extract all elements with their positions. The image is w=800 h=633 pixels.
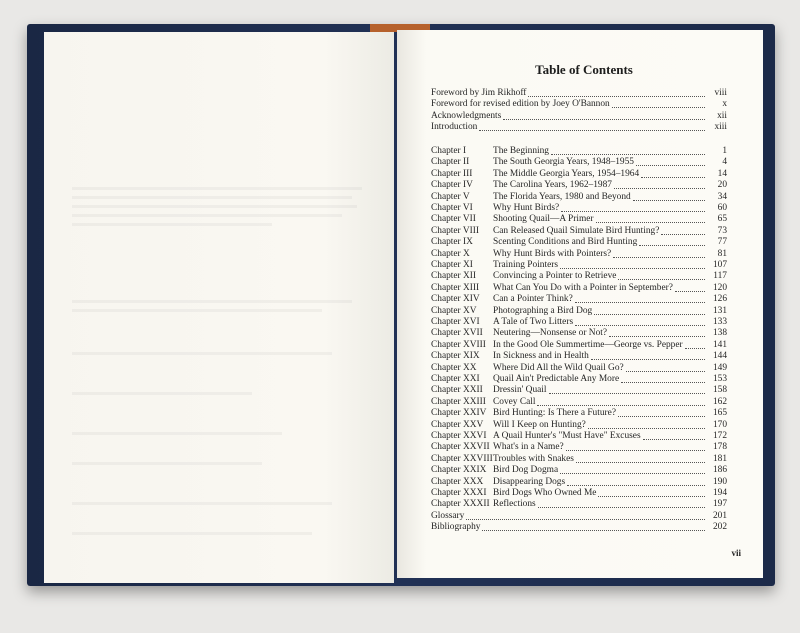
- entry-title: Why Hunt Birds with Pointers?: [493, 248, 612, 259]
- entry-page-number: 133: [712, 317, 727, 327]
- toc-chapter-entry: [431, 397, 727, 408]
- entry-title: The Beginning: [493, 146, 549, 156]
- toc-chapter-entry: [431, 328, 727, 339]
- chapter-number: Chapter XXIV: [431, 408, 487, 419]
- toc-chapter-entry: [431, 214, 727, 225]
- toc-chapter-entry: [431, 385, 727, 396]
- chapter-number: Chapter XXXI: [431, 488, 487, 498]
- entry-title: Acknowledgments: [431, 110, 502, 121]
- entry-page-number: 162: [712, 396, 727, 407]
- right-page: [397, 30, 763, 578]
- dot-leader: [621, 382, 705, 383]
- chapter-number: Chapter VIII: [431, 225, 479, 236]
- toc-chapter-entry: [431, 351, 727, 362]
- entry-page-number: 107: [712, 260, 727, 270]
- entry-title: Glossary: [431, 510, 465, 521]
- chapter-number: Chapter XVII: [431, 328, 483, 339]
- dot-leader: [591, 359, 705, 360]
- entry-page-number: 65: [717, 214, 727, 225]
- entry-title: Reflections: [493, 499, 536, 510]
- toc-chapter-entry: [431, 454, 727, 465]
- toc-chapter-entry: [431, 340, 727, 351]
- chapter-number: Chapter X: [431, 248, 470, 259]
- chapter-number: Chapter XXXII: [431, 499, 490, 510]
- entry-title: Introduction: [431, 122, 478, 133]
- left-page: [44, 32, 394, 583]
- dot-leader: [537, 405, 705, 406]
- toc-chapter-entry: [431, 192, 727, 203]
- page-folio: vii: [731, 548, 741, 558]
- chapter-number: Chapter XV: [431, 305, 477, 316]
- entry-page-number: 141: [712, 339, 727, 350]
- toc-entry: [431, 99, 727, 110]
- chapter-number: Chapter II: [431, 157, 470, 168]
- toc-chapter-entry: [431, 294, 727, 305]
- entry-title: In Sickness and in Health: [493, 351, 589, 362]
- entry-page-number: x: [722, 99, 727, 110]
- entry-page-number: 197: [712, 499, 727, 510]
- dot-leader: [675, 291, 705, 292]
- chapter-number: Chapter IX: [431, 237, 473, 248]
- chapter-number: Chapter XVIII: [431, 339, 486, 350]
- show-through-line: [72, 300, 352, 303]
- entry-title: The Carolina Years, 1962–1987: [493, 180, 612, 191]
- toc-chapter-entry: [431, 169, 727, 180]
- dot-leader: [609, 336, 705, 337]
- toc-chapter-entry: [431, 465, 727, 476]
- entry-page-number: 138: [712, 328, 727, 339]
- chapter-number: Chapter XXVIII: [431, 453, 493, 464]
- dot-leader: [618, 279, 705, 280]
- chapter-number: Chapter III: [431, 168, 473, 179]
- dot-leader: [633, 200, 705, 201]
- entry-page-number: xiii: [714, 122, 727, 133]
- chapter-number: Chapter XXI: [431, 374, 480, 384]
- entry-page-number: 126: [712, 294, 727, 305]
- chapter-number: Chapter XXIX: [431, 465, 487, 476]
- toc-entry: [431, 522, 727, 533]
- entry-page-number: 190: [712, 476, 727, 487]
- toc-chapter-entry: [431, 146, 727, 157]
- entry-title: Covey Call: [493, 396, 536, 407]
- entry-title: Bird Hunting: Is There a Future?: [493, 408, 616, 419]
- dot-leader: [594, 314, 705, 315]
- entry-page-number: 4: [722, 157, 727, 168]
- dot-leader: [641, 177, 705, 178]
- entry-page-number: 1: [722, 146, 727, 156]
- dot-leader: [566, 450, 705, 451]
- dot-leader: [598, 496, 705, 497]
- entry-page-number: 202: [712, 522, 727, 533]
- chapter-number: Chapter XII: [431, 271, 477, 282]
- entry-page-number: 194: [712, 488, 727, 498]
- toc-chapter-entry: [431, 226, 727, 237]
- entry-title: The South Georgia Years, 1948–1955: [493, 157, 634, 168]
- entry-page-number: 81: [717, 248, 727, 259]
- show-through-line: [72, 196, 352, 199]
- dot-leader: [576, 462, 705, 463]
- entry-title: Bird Dog Dogma: [493, 465, 559, 476]
- show-through-line: [72, 532, 312, 535]
- show-through-line: [72, 352, 332, 355]
- entry-title: Quail Ain't Predictable Any More: [493, 374, 620, 384]
- chapter-number: Chapter VII: [431, 214, 476, 225]
- entry-title: A Quail Hunter's "Must Have" Excuses: [493, 431, 641, 441]
- entry-title: Photographing a Bird Dog: [493, 305, 593, 316]
- entry-title: Convincing a Pointer to Retrieve: [493, 271, 617, 282]
- entry-page-number: 20: [717, 180, 727, 191]
- chapter-number: Chapter XXII: [431, 385, 483, 396]
- dot-leader: [588, 428, 705, 429]
- chapter-number: Chapter XXV: [431, 419, 484, 430]
- entry-page-number: 153: [712, 374, 727, 384]
- toc-chapter-entry: [431, 260, 727, 271]
- chapter-number: Chapter VI: [431, 203, 473, 213]
- dot-leader: [643, 439, 705, 440]
- entry-title: Where Did All the Wild Quail Go?: [493, 362, 624, 373]
- show-through-line: [72, 502, 332, 505]
- show-through-line: [72, 187, 362, 190]
- chapter-number: Chapter I: [431, 146, 467, 156]
- toc-chapter-entry: [431, 249, 727, 260]
- entry-title: Shooting Quail—A Primer: [493, 214, 594, 225]
- entry-page-number: 178: [712, 442, 727, 453]
- dot-leader: [575, 302, 705, 303]
- entry-title: Foreword by Jim Rikhoff: [431, 88, 527, 98]
- dot-leader: [636, 165, 705, 166]
- dot-leader: [551, 154, 705, 155]
- toc-chapter-entry: [431, 203, 727, 214]
- entry-page-number: 60: [717, 203, 727, 213]
- dot-leader: [528, 96, 705, 97]
- chapter-number: Chapter XIV: [431, 294, 480, 305]
- entry-page-number: 149: [712, 362, 727, 373]
- entry-title: In the Good Ole Summertime—George vs. Pepper: [493, 339, 683, 350]
- entry-page-number: 73: [717, 225, 727, 236]
- toc-chapter-entry: [431, 431, 727, 442]
- entry-page-number: 34: [717, 191, 727, 202]
- toc-chapter-entry: [431, 420, 727, 431]
- show-through-line: [72, 205, 357, 208]
- chapter-number: Chapter XIII: [431, 282, 480, 293]
- dot-leader: [614, 188, 705, 189]
- dot-leader: [560, 473, 705, 474]
- show-through-line: [72, 223, 272, 226]
- chapter-number: Chapter V: [431, 191, 470, 202]
- dot-leader: [567, 485, 705, 486]
- entry-title: Scenting Conditions and Bird Hunting: [493, 237, 638, 248]
- entry-title: Why Hunt Birds?: [493, 203, 560, 213]
- dot-leader: [549, 393, 705, 394]
- entry-title: What Can You Do with a Pointer in September?: [493, 282, 673, 293]
- dot-leader: [482, 530, 705, 531]
- toc-chapter-entry: [431, 283, 727, 294]
- entry-page-number: 131: [712, 305, 727, 316]
- toc-chapter-entry: [431, 271, 727, 282]
- toc-entry: [431, 511, 727, 522]
- toc-chapter-entry: [431, 317, 727, 328]
- dot-leader: [538, 507, 705, 508]
- entry-title: Bibliography: [431, 522, 481, 533]
- entry-title: The Florida Years, 1980 and Beyond: [493, 191, 631, 202]
- dot-leader: [639, 245, 705, 246]
- toc-chapter-entry: [431, 442, 727, 453]
- toc-entry: [431, 88, 727, 99]
- toc-chapter-entry: [431, 488, 727, 499]
- toc-chapter-entry: [431, 477, 727, 488]
- chapter-number: Chapter IV: [431, 180, 473, 191]
- entry-page-number: 120: [712, 282, 727, 293]
- show-through-line: [72, 214, 342, 217]
- entry-title: Neutering—Nonsense or Not?: [493, 328, 608, 339]
- show-through-line: [72, 392, 252, 395]
- entry-title: Training Pointers: [493, 260, 559, 270]
- toc-title: Table of Contents: [535, 62, 633, 77]
- toc-chapter-entry: [431, 363, 727, 374]
- entry-page-number: 117: [713, 271, 727, 282]
- entry-page-number: 77: [717, 237, 727, 248]
- toc-chapter-entry: [431, 374, 727, 385]
- toc-chapter-entry: [431, 180, 727, 191]
- toc-chapter-entry: [431, 499, 727, 510]
- entry-page-number: xii: [717, 110, 727, 121]
- dot-leader: [560, 268, 705, 269]
- chapter-number: Chapter XXX: [431, 476, 484, 487]
- dot-leader: [466, 519, 705, 520]
- dot-leader: [575, 325, 705, 326]
- dot-leader: [626, 371, 705, 372]
- toc-entry: [431, 122, 727, 133]
- show-through-line: [72, 462, 262, 465]
- entry-title: Dressin' Quail: [493, 385, 547, 396]
- entry-page-number: 186: [712, 465, 727, 476]
- entry-title: Will I Keep on Hunting?: [493, 419, 586, 430]
- entry-page-number: 181: [712, 453, 727, 464]
- dot-leader: [479, 130, 705, 131]
- chapter-number: Chapter XIX: [431, 351, 480, 362]
- entry-title: What's in a Name?: [493, 442, 564, 453]
- chapter-number: Chapter XXIII: [431, 396, 486, 407]
- entry-title: The Middle Georgia Years, 1954–1964: [493, 168, 640, 179]
- entry-title: Troubles with Snakes: [493, 453, 574, 464]
- show-through-line: [72, 309, 322, 312]
- dot-leader: [685, 348, 705, 349]
- entry-title: Can Released Quail Simulate Bird Hunting?: [493, 225, 660, 236]
- entry-title: A Tale of Two Litters: [493, 317, 574, 327]
- entry-page-number: 201: [712, 510, 727, 521]
- entry-title: Disappearing Dogs: [493, 476, 566, 487]
- chapter-number: Chapter XX: [431, 362, 477, 373]
- dot-leader: [612, 107, 705, 108]
- chapter-number: Chapter XXVI: [431, 431, 487, 441]
- chapter-number: Chapter XI: [431, 260, 473, 270]
- toc-entry: [431, 111, 727, 122]
- entry-title: Can a Pointer Think?: [493, 294, 573, 305]
- dot-leader: [613, 257, 705, 258]
- entry-title: Foreword for revised edition by Joey O'Bannon: [431, 99, 610, 110]
- chapter-number: Chapter XXVII: [431, 442, 490, 453]
- dot-leader: [596, 222, 705, 223]
- entry-page-number: 144: [712, 351, 727, 362]
- entry-page-number: 158: [712, 385, 727, 396]
- toc-chapter-entry: [431, 237, 727, 248]
- chapter-number: Chapter XVI: [431, 317, 480, 327]
- toc-chapter-entry: [431, 408, 727, 419]
- entry-page-number: 165: [712, 408, 727, 419]
- entry-page-number: viii: [714, 88, 727, 98]
- show-through-line: [72, 432, 282, 435]
- entry-title: Bird Dogs Who Owned Me: [493, 488, 597, 498]
- dot-leader: [661, 234, 705, 235]
- entry-page-number: 14: [717, 168, 727, 179]
- toc-chapter-entry: [431, 306, 727, 317]
- toc-chapter-entry: [431, 157, 727, 168]
- dot-leader: [618, 416, 705, 417]
- dot-leader: [561, 211, 705, 212]
- entry-page-number: 170: [712, 419, 727, 430]
- entry-page-number: 172: [712, 431, 727, 441]
- dot-leader: [503, 119, 705, 120]
